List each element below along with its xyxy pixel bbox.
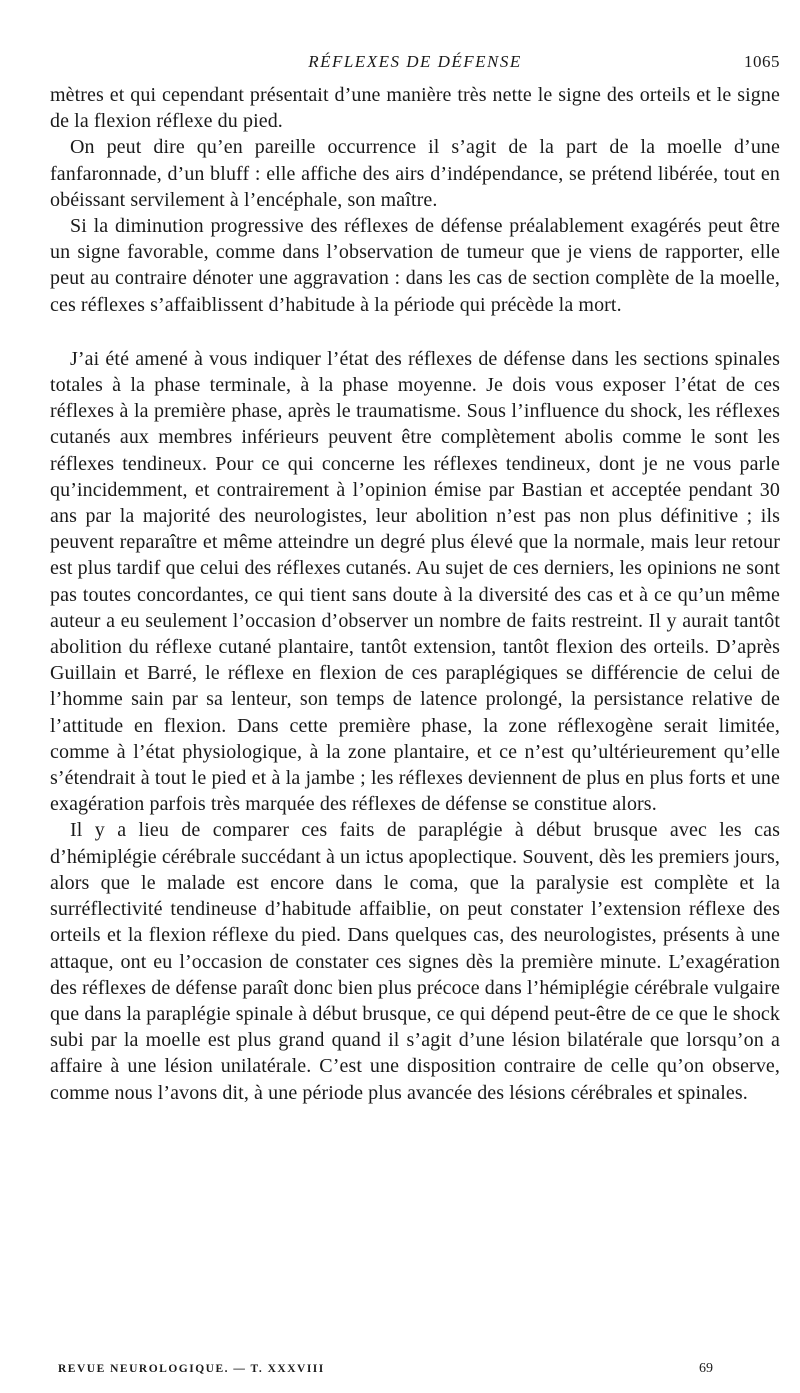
paragraph-2: On peut dire qu’en pareille occurrence il s’agit de la part de la moelle d’une fanfaronnade, d’un bluff : elle affiche des airs d’indépendance, se prétend libérée, tout en obéissant servilement à l’encéphale, son maître. — [50, 136, 780, 211]
body-text — [50, 82, 780, 1106]
running-head — [50, 48, 780, 82]
paragraph-5: Il y a lieu de comparer ces faits de paraplégie à début brusque avec les cas d’hémiplégie cérébrale succédant à un ictus apoplectique. Souvent, dès les premiers jours, alors que le malade est encore dans le coma, que la paralysie est complète et la surréflectivité tendineuse d’habitude affaiblie, on peut constater l’extension réflexe des orteils et la flexion réflexe du pied. Dans quelques cas, des neurologistes, présents à une attaque, ont eu l’occasion de constater ces signes dès la première minute. L’exagération des réflexes de défense paraît donc bien plus précoce dans l’hémiplégie cérébrale vulgaire que dans la paraplégie spinale à début brusque, ce qui dépend peut-être de ce que le shock subi par la moelle est plus grand quand il s’agit d’une lésion bilatérale que lorsqu’on a affaire à une lésion unilatérale. C’est une disposition contraire de celle qu’on observe, comme nous l’avons dit, à une période plus avancée des lésions cérébrales et spinales. — [50, 819, 780, 1104]
page — [50, 48, 780, 1106]
journal-name: REVUE NEUROLOGIQUE. — T. XXXVIII — [58, 1363, 325, 1375]
paragraph-3: Si la diminution progressive des réflexes de défense préalablement exagérés peut être un signe favorable, comme dans l’observation de tumeur que je viens de rapporter, elle peut au contraire dénoter une aggravation : dans les cas de section complète de la moelle, ces réflexes s’affaiblissent d’habitude à la période qui précède la mort. — [50, 215, 780, 316]
running-title: RÉFLEXES DE DÉFENSE — [308, 52, 522, 71]
page-number: 1065 — [744, 52, 780, 71]
paragraph-4: J’ai été amené à vous indiquer l’état des réflexes de défense dans les sections spinales totales à la phase terminale, à la phase moyenne. Je dois vous exposer l’état de ces réflexes à la première phase, après le traumatisme. Sous l’influence du shock, les réflexes cutanés aux membres inférieurs peuvent être complètement abolis comme le sont les réflexes tendineux. Pour ce qui concerne les réflexes tendineux, dont je ne vous parle qu’incidemment, et contrairement à l’opinion émise par Bastian et acceptée pendant 30 ans par la majorité des neurologistes, leur abolition n’est pas non plus définitive ; ils peuvent reparaître et même atteindre un degré plus élevé que la normale, mais leur retour est plus tardif que celui des réflexes cutanés. Au sujet de ces derniers, les opinions ne sont pas toutes concordantes, ce qui tient sans doute à la diversité des cas et à ce qu’un même auteur a eu seulement l’occasion d’observer un nombre de faits restreint. Il y aurait tantôt abolition du réflexe cutané plantaire, tantôt extension, tantôt flexion des orteils. D’après Guillain et Barré, le réflexe en flexion de ces paraplégiques se différencie de celui de l’homme sain par sa lenteur, son temps de latence prolongé, la persistance relative de l’attitude en flexion. Dans cette première phase, la zone réflexogène serait limitée, comme à l’état physiologique, à la zone plantaire, et ce n’est qu’ultérieurement qu’elle s’étendrait à tout le pied et à la jambe ; les réflexes deviennent de plus en plus forts et une exagération parfois très marquée des réflexes de défense se constitue alors. — [50, 347, 780, 816]
signature-mark: 69 — [699, 1361, 713, 1376]
paragraph-1: mètres et qui cependant présentait d’une manière très nette le signe des orteils et le signe de la flexion réflexe du pied. — [50, 84, 780, 133]
page-footer — [58, 1363, 713, 1381]
